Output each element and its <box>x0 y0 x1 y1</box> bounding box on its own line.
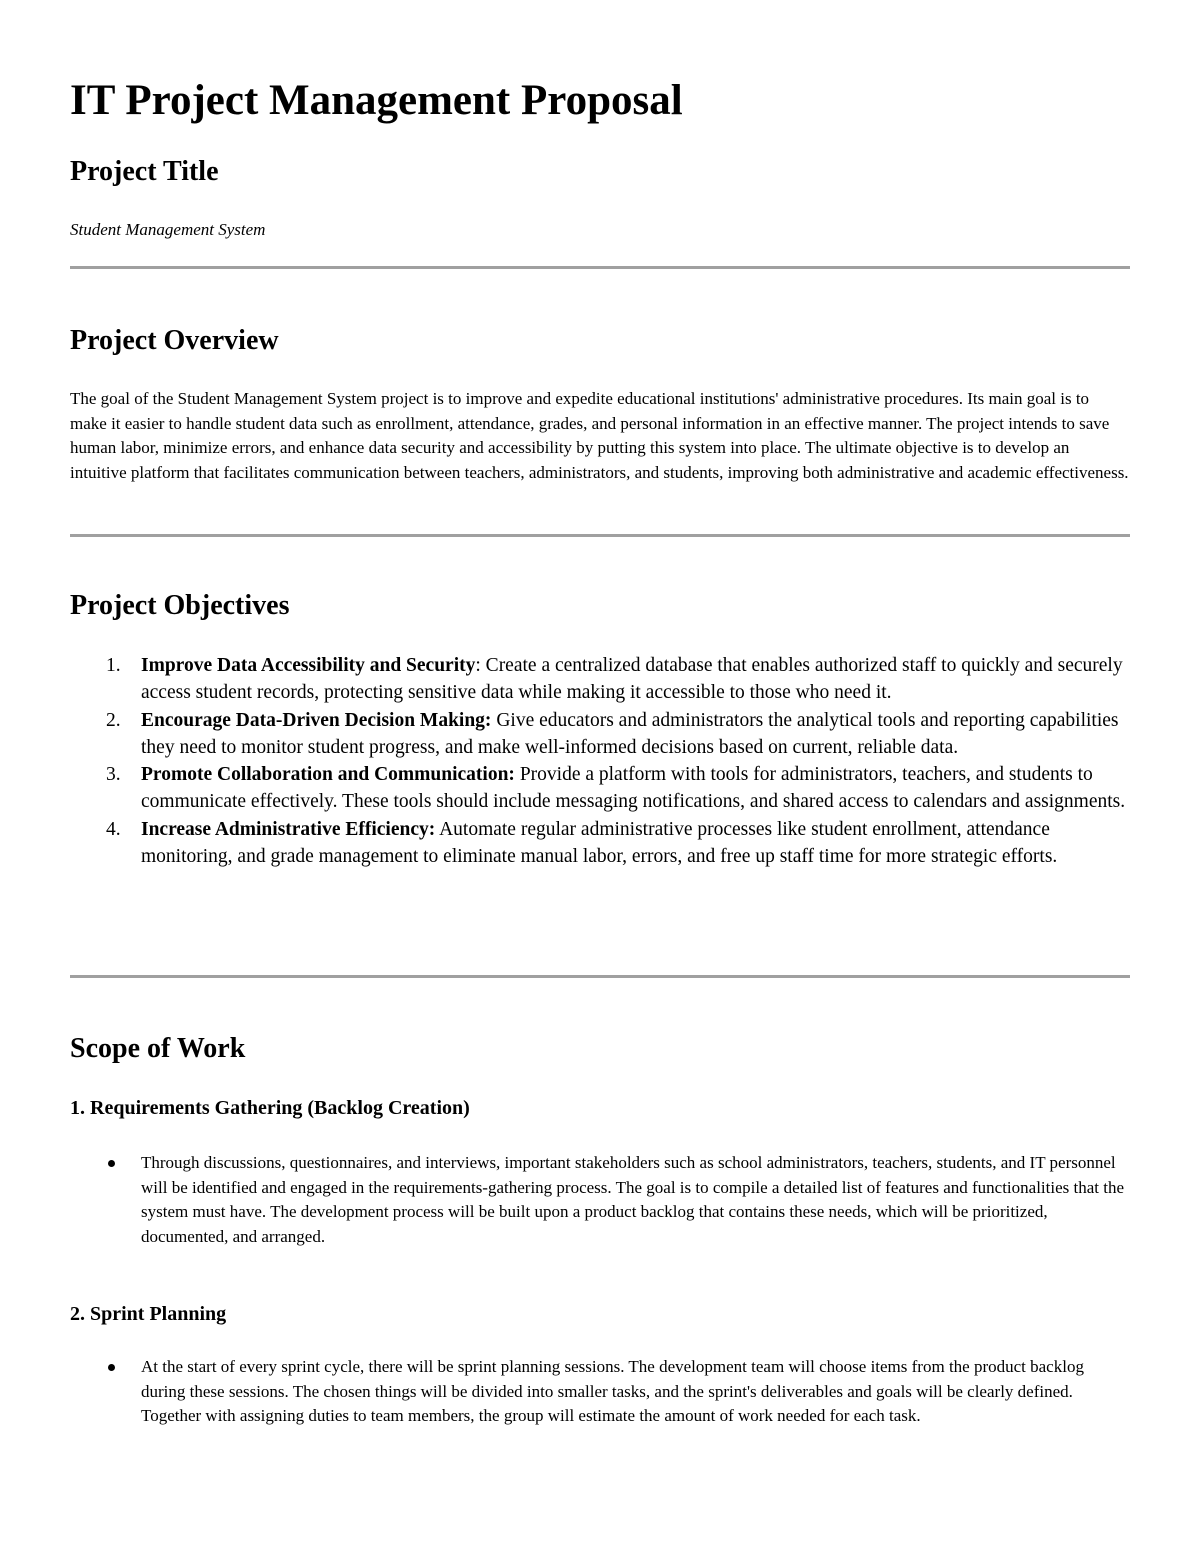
divider-1 <box>70 266 1130 269</box>
scope-section-heading: 1. Requirements Gathering (Backlog Creation) <box>70 1097 470 1119</box>
overview-paragraph: The goal of the Student Management System project is to improve and expedite educational institutions' administrative procedures. Its main goal is to make it easier to handle student data such as enrollment, attendance, grades, and personal information in an effective manner. The project intends to save human labor, minimize errors, and enhance data security and accessibility by putting this system into place. The ultimate objective is to develop an intuitive platform that facilitates communication between teachers, administrators, and students, improving both administrative and academic effectiveness. <box>70 389 1129 483</box>
objective-title: Promote Collaboration and Communication: <box>141 764 515 786</box>
bullet-text: Through discussions, questionnaires, and interviews, important stakeholders such as school administrators, teachers, students, and IT personnel will be identified and engaged in the requirements-gathering process. The goal is to compile a detailed list of features and functionalities that the system must have. The development process will be built upon a product backlog that contains these needs, which will be prioritized, documented, and arranged. <box>141 1153 1125 1247</box>
objective-text: Automate regular administrative processes like student enrollment, attendance monitoring, and grade management to eliminate manual labor, errors, and free up staff time for more strategic efforts. <box>141 818 1058 868</box>
objective-text: Give educators and administrators the analytical tools and reporting capabilities they need to monitor student progress, and make well-informed decisions based on current, reliable data. <box>141 709 1119 758</box>
divider-2 <box>70 534 1130 537</box>
objective-text: Provide a platform with tools for administrators, teachers, and students to communicate effectively. These tools should include messaging notifications, and shared access to calendars and assignments. <box>141 764 1126 813</box>
objective-title: Improve Data Accessibility and Security <box>141 655 476 676</box>
objective-text: : Create a centralized database that enables authorized staff to quickly and securely access student records, protecting sensitive data while making it accessible to those who need it. <box>141 655 1123 704</box>
project-title-value: Student Management System <box>70 220 266 239</box>
divider-3 <box>70 975 1130 978</box>
objective-item <box>70 652 1130 707</box>
objective-item <box>70 816 1130 871</box>
project-title-heading: Project Title <box>70 156 219 187</box>
scope-heading: Scope of Work <box>70 1033 246 1064</box>
bullet-text: At the start of every sprint cycle, there will be sprint planning sessions. The development team will choose items from the product backlog during these sessions. The chosen things will be divided into smaller tasks, and the sprint's deliverables and goals will be clearly defined. Together with assigning duties to team members, the group will estimate the amount of work needed for each task. <box>141 1357 1084 1426</box>
bullet-icon <box>108 1160 115 1167</box>
document-title: IT Project Management Proposal <box>70 77 683 124</box>
scope-section-list <box>70 1355 1130 1429</box>
bullet-icon <box>108 1364 115 1371</box>
objective-item <box>70 707 1130 762</box>
objective-title: Increase Administrative Efficiency: <box>141 818 436 840</box>
list-item <box>70 1151 1130 1250</box>
objectives-list <box>70 652 1130 870</box>
objective-title: Encourage Data-Driven Decision Making: <box>141 709 492 731</box>
objective-number: 2. <box>106 709 121 731</box>
objective-number: 3. <box>106 764 121 786</box>
objective-number: 4. <box>106 818 121 840</box>
objective-number: 1. <box>106 655 121 676</box>
scope-section-heading: 2. Sprint Planning <box>70 1303 227 1325</box>
objectives-heading: Project Objectives <box>70 590 290 621</box>
list-item <box>70 1355 1130 1429</box>
objective-item <box>70 761 1130 816</box>
overview-heading: Project Overview <box>70 325 279 356</box>
scope-section-list <box>70 1151 1130 1250</box>
